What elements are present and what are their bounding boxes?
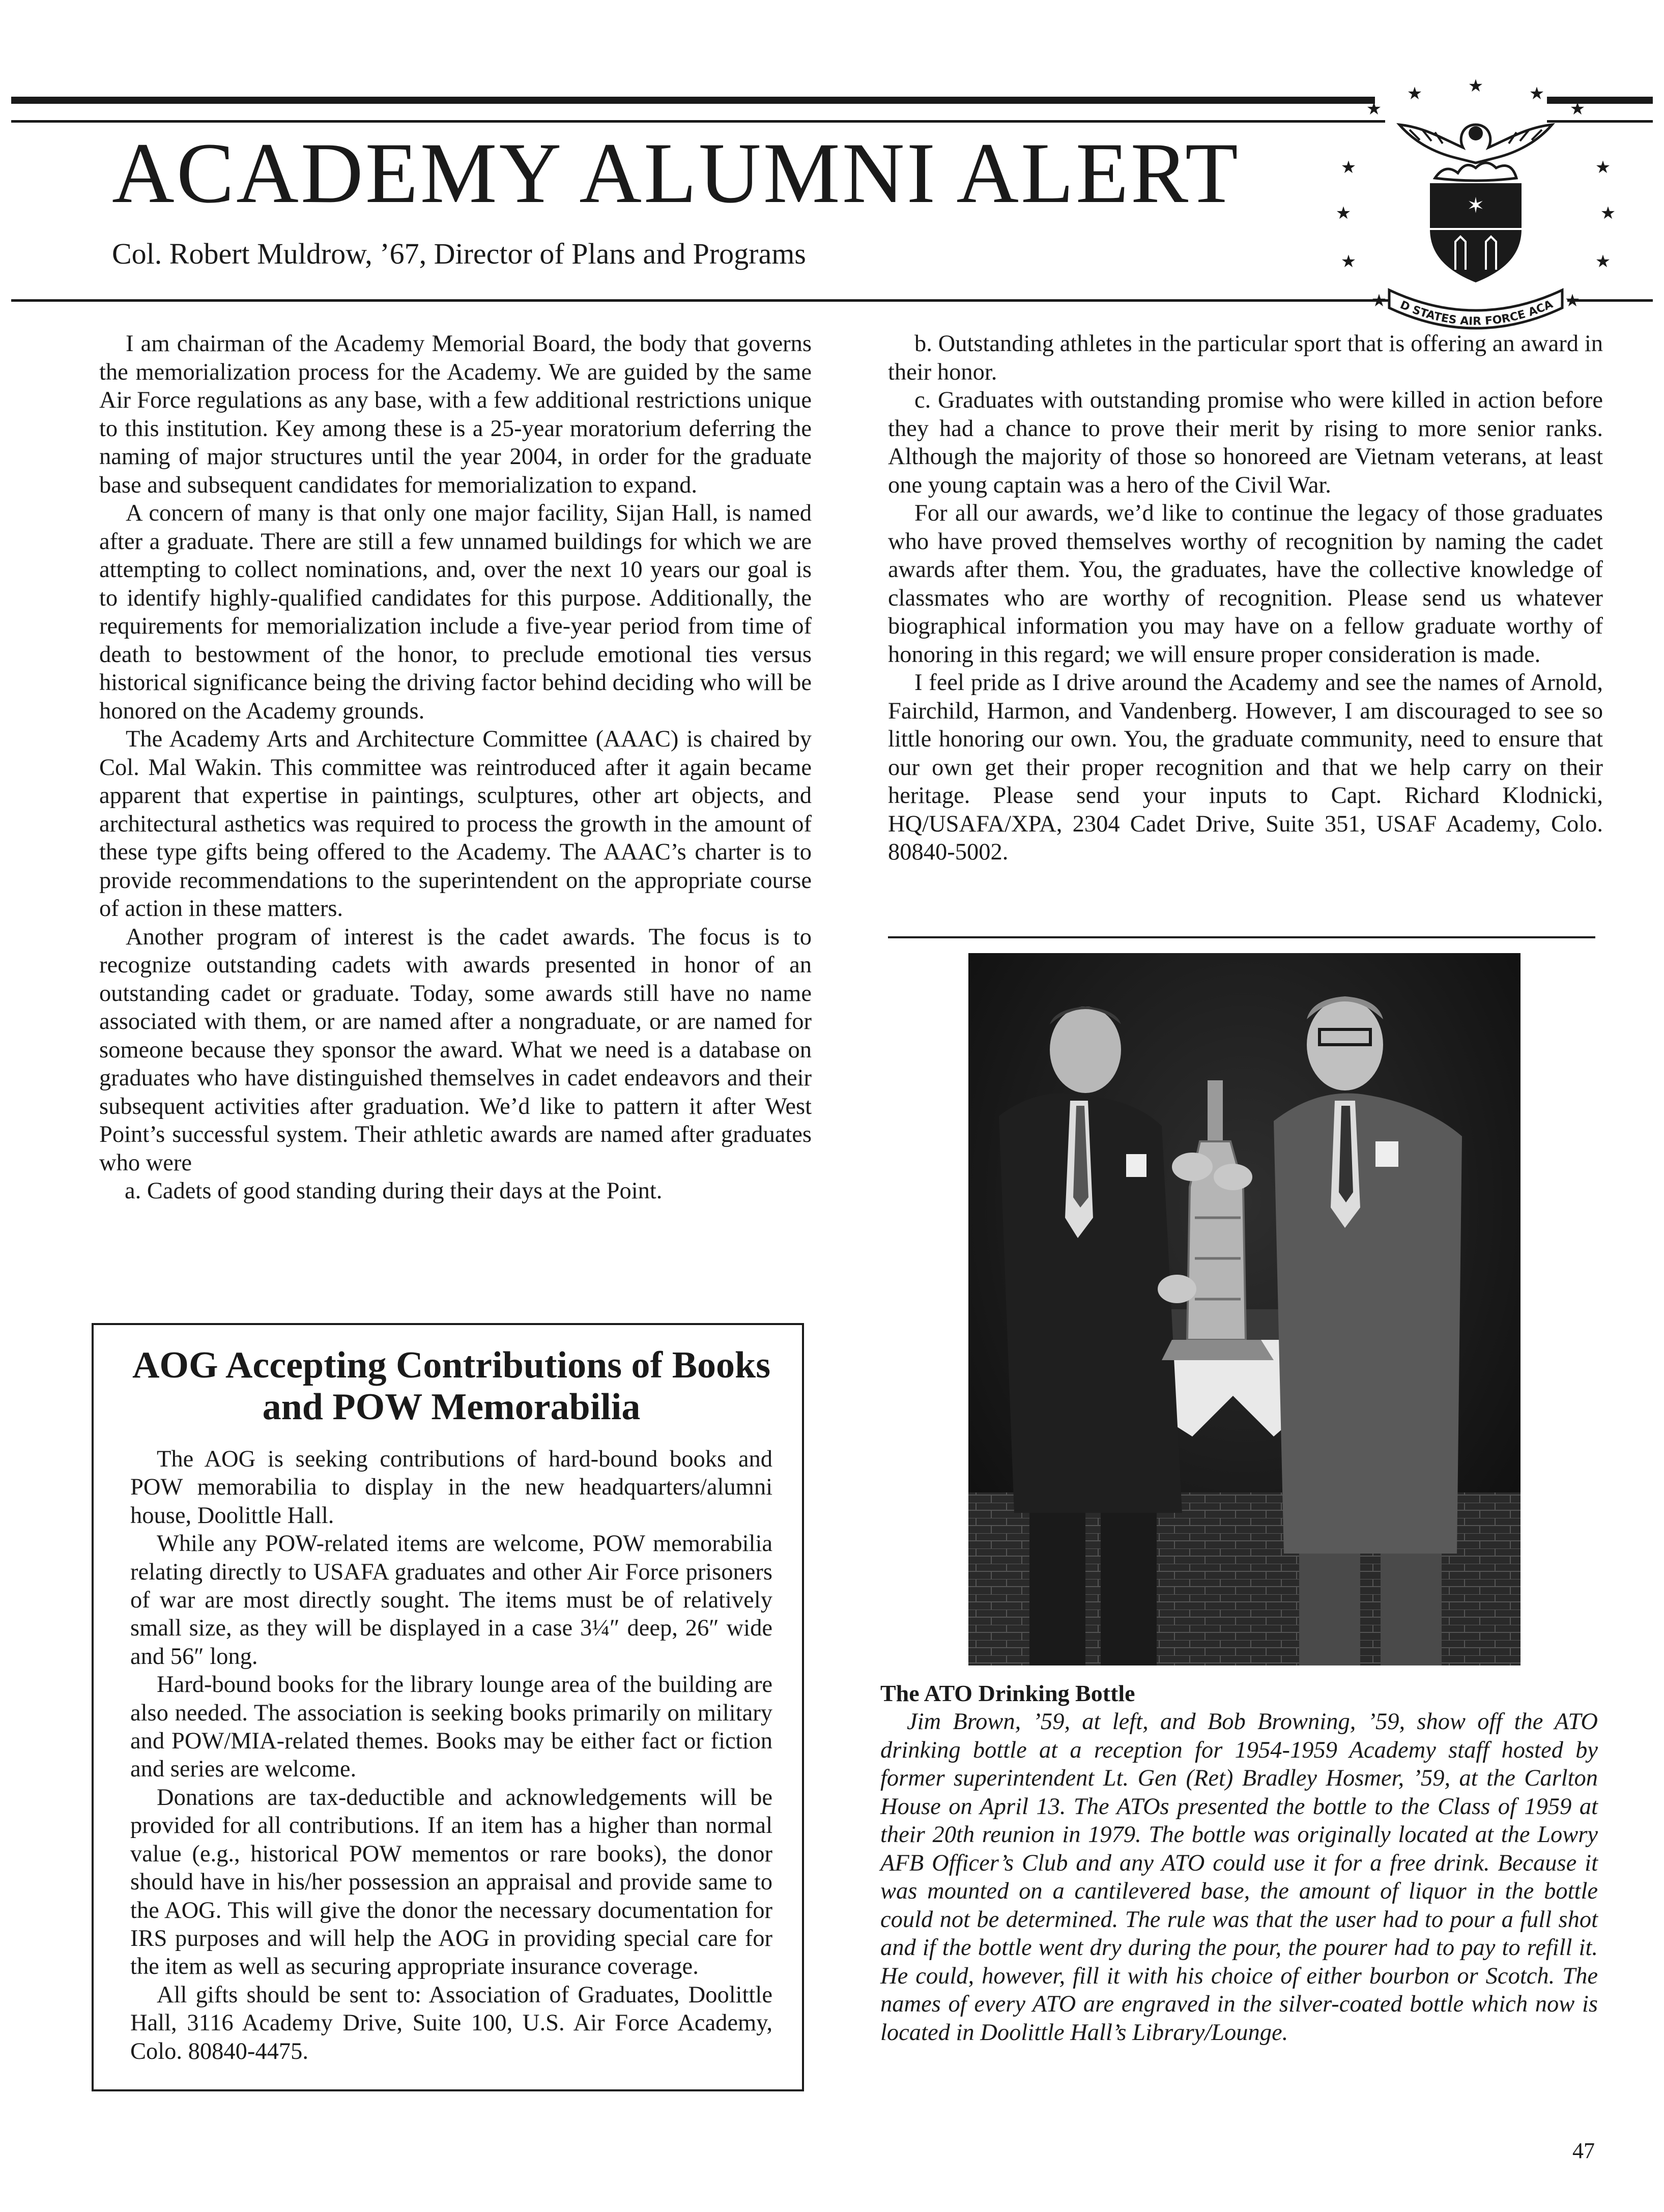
article-paragraph: I am chairman of the Academy Memorial Board, the body that governs the memorialization process for the Academy. We are guided by the same Air Force regulations as any base, with a few additional restrictions unique to this institution. Key among these is a 25-year moratorium deferring the naming of major structures until the year 2004, in order for the graduate base and subsequent candidates for memorialization to expand.: [99, 331, 812, 498]
page-number: 47: [1572, 2138, 1595, 2163]
masthead-top-thick-rule: [11, 97, 1375, 104]
caption-title: The ATO Drinking Bottle: [880, 1680, 1135, 1706]
svg-text:★: ★: [1569, 99, 1586, 119]
caption-text: Jim Brown, ’59, at left, and Bob Browning, ’59, show off the ATO drinking bottle at a reception for 1954-1959 Academy staff hosted by former superintendent Lt. Gen (Ret) Bradley Hosmer, ’59, at the Carlton House on April 13. The ATOs presented the bottle to the Class of 1959 at their 20th reunion in 1979. The bottle was originally located at the Lowry AFB Officer’s Club and any ATO could use it for a free drink. Because it was mounted on a cantilevered base, the amount of liquor in the bottle could not be determined. The rule was that the user had to pour a full shot and if the bottle went dry during the pour, the pourer had to pay to refill it. He could, however, fill it with his choice of either bourbon or Scotch. The names of every ATO are engraved in the silver-coated bottle which now is located in Doolittle Hall’s Library/Lounge.: [880, 1709, 1598, 2046]
article-left-column: [99, 330, 812, 1205]
article-list-item-c: c. Graduates with outstanding promise who were killed in action before they had a chance to prove their merit by rising to more senior ranks. Although the majority of those so honoreed are Vietnam veterans, at least one young captain was a hero of the Civil War.: [888, 387, 1603, 498]
sidebar-title: AOG Accepting Contributions of Books and POW Memorabilia: [132, 1344, 771, 1428]
article-paragraph: I feel pride as I drive around the Academy and see the names of Arnold, Fairchild, Harmon, and Vandenberg. However, I am discouraged to see so little honoring our own. You, the graduate community, need to ensure that our own get their proper recognition and that we help carry on their heritage. Please send your inputs to Capt. Richard Klodnicki, HQ/USAFA/XPA, 2304 Cadet Drive, Suite 351, USAF Academy, Colo. 80840-5002.: [888, 670, 1603, 865]
article-list-item-a: a. Cadets of good standing during their days at the Point.: [125, 1178, 663, 1204]
svg-text:★: ★: [1371, 291, 1387, 311]
emblem-band-text: D STATES AIR FORCE ACA: [1398, 298, 1555, 328]
svg-text:★: ★: [1564, 291, 1581, 311]
academy-emblem-icon: [1333, 76, 1618, 331]
article-right-column: [888, 330, 1603, 867]
masthead-title: ACADEMY ALUMNI ALERT: [112, 125, 1240, 221]
svg-text:★: ★: [1335, 203, 1352, 223]
svg-text:★: ★: [1340, 251, 1357, 272]
masthead-byline: Col. Robert Muldrow, ’67, Director of Plans and Programs: [112, 237, 806, 270]
article-paragraph: For all our awards, we’d like to continue the legacy of those graduates who have proved themselves worthy of recognition by naming the cadet awards after them. You, the graduates, have the collective knowledge of classmates who are worthy of recognition. Please send us whatever biographical information you may have on a fellow graduate worthy of honoring in this regard; we will ensure proper consideration is made.: [888, 500, 1603, 668]
svg-text:★: ★: [1340, 157, 1357, 178]
svg-text:✶: ✶: [1467, 193, 1485, 218]
masthead-top-thin-rule: [11, 120, 1385, 123]
svg-text:★: ★: [1366, 99, 1382, 119]
article-paragraph: Another program of interest is the cadet awards. The focus is to recognize outstanding cadets with awards presented in honor of an outstanding cadet or graduate. Today, some awards still have no name associated with them, or are named after a nongraduate, or are named for someone because they sponsor the award. What we need is a database on graduates who have distinguished themselves in cadet endeavors and their subsequent activities after graduation. We’d like to pattern it after West Point’s successful system. Their athletic awards are named after graduates who were: [99, 924, 812, 1176]
article-list-item-b: b. Outstanding athletes in the particular sport that is offering an award in their honor.: [888, 331, 1603, 385]
masthead-bottom-rule: [11, 299, 1395, 302]
article-end-rule: [888, 936, 1595, 938]
svg-text:★: ★: [1407, 83, 1423, 104]
svg-text:★: ★: [1529, 83, 1545, 104]
svg-text:★: ★: [1468, 76, 1484, 96]
sidebar-paragraph: While any POW-related items are welcome, POW memorabilia relating directly to USAFA graduates and other Air Force prisoners of war are most directly sought. The items must be of relatively small size, as they will be displayed in a case 3¼″ deep, 26″ wide and 56″ long.: [130, 1531, 772, 1670]
article-paragraph: A concern of many is that only one major facility, Sijan Hall, is named after a graduate. There are still a few unnamed buildings for which we are attempting to collect nominations, and, over the next 10 years our goal is to identify highly-qualified candidates for this purpose. Additionally, the requirements for memorialization include a five-year period from time of death to bestowment of the honor, to preclude emotional ties versus historical significance being the driving factor behind deciding who will be honored on the Academy grounds.: [99, 500, 812, 724]
sidebar-paragraph: All gifts should be sent to: Association of Graduates, Doolittle Hall, 3116 Academy Drive, Suite 100, U.S. Air Force Academy, Colo. 80840-4475.: [130, 1981, 772, 2064]
sidebar-paragraph: Hard-bound books for the library lounge area of the building are also needed. The association is seeking books primarily on military and POW/MIA-related themes. Books may be either fact or fiction and series are welcome.: [130, 1672, 772, 1783]
ato-bottle-photo: [968, 953, 1520, 1665]
sidebar-paragraph: Donations are tax-deductible and acknowledgements will be provided for all contributions. If an item has a higher than normal value (e.g., historical POW mementos or rare books), the donor should have in his/her possession an appraisal and provide same to the AOG. This will give the donor the necessary documentation for IRS purposes and will help the AOG in providing special care for the item as well as securing appropriate insurance coverage.: [130, 1784, 772, 1980]
aog-sidebar-box: [92, 1323, 804, 2091]
sidebar-paragraph: The AOG is seeking contributions of hard-bound books and POW memorabilia to display in the new headquarters/alumni house, Doolittle Hall.: [130, 1446, 772, 1529]
svg-text:★: ★: [1595, 251, 1611, 272]
svg-text:★: ★: [1595, 157, 1611, 178]
article-paragraph: The Academy Arts and Architecture Committee (AAAC) is chaired by Col. Mal Wakin. This committee was reintroduced after it again became apparent that expertise in paintings, sculptures, other art objects, and architectural asthetics was required to process the growth in the amount of these type gifts being offered to the Academy. The AAAC’s charter is to provide recommendations to the superintendent on the appropriate course of action in these matters.: [99, 726, 812, 922]
photo-caption: [880, 1679, 1598, 2047]
svg-text:★: ★: [1600, 203, 1616, 223]
